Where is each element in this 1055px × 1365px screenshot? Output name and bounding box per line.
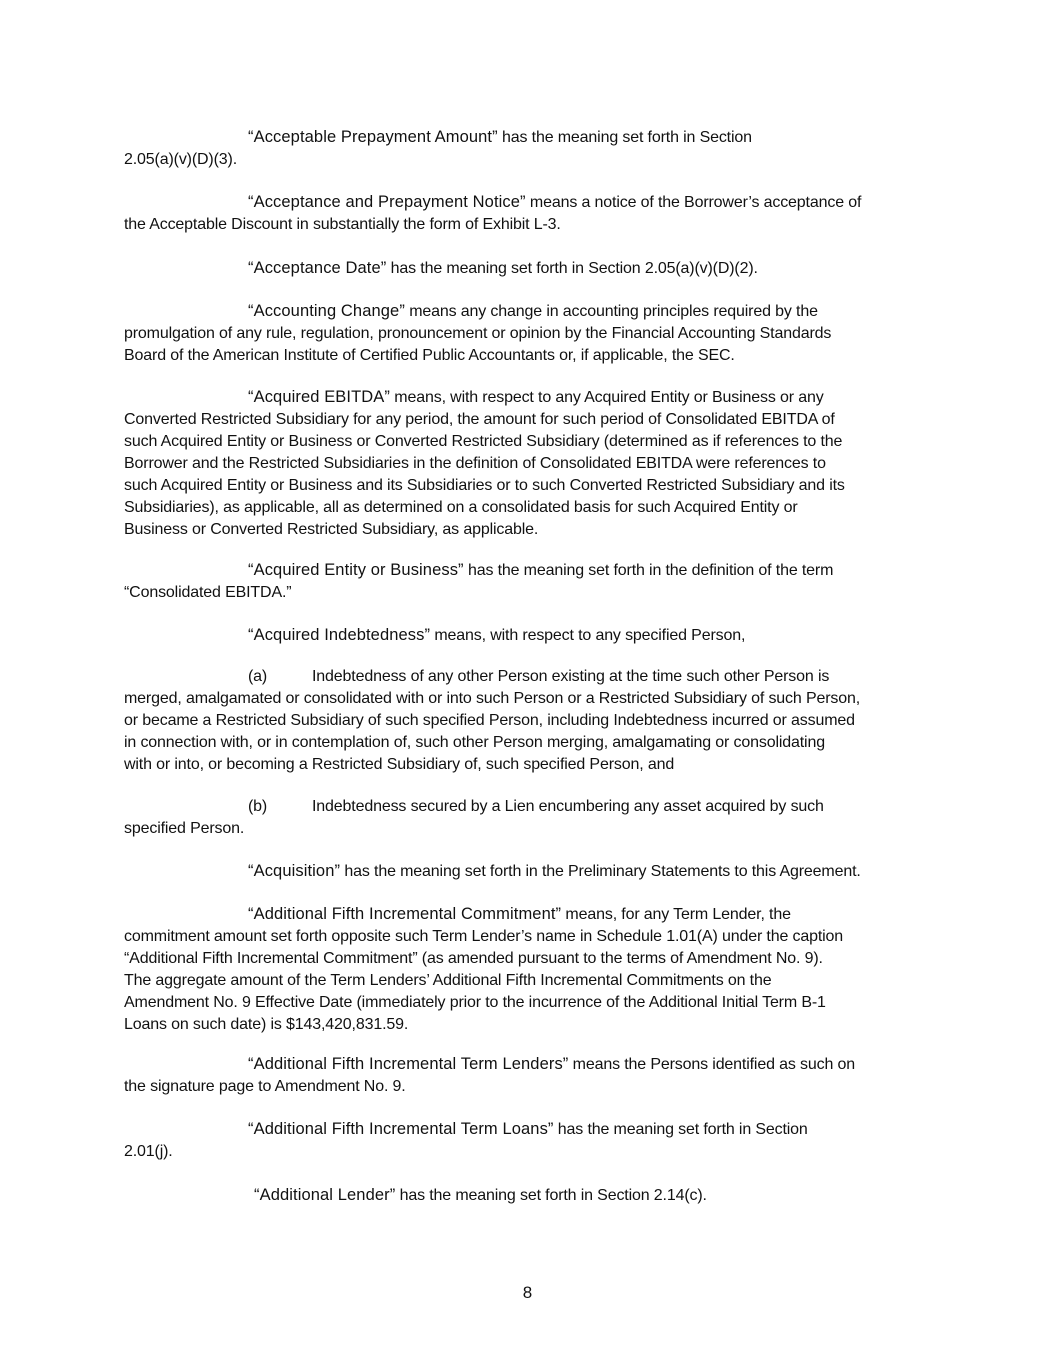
definition-acquired-indebtedness — [124, 624, 932, 647]
definition-text: such Acquired Entity or Business or Converted Restricted Subsidiary (determined as if references to the — [124, 433, 843, 450]
clause-text: with or into, or becoming a Restricted Subsidiary of, such specified Person, and — [124, 756, 675, 773]
definition-text: 2.01(j). — [124, 1143, 173, 1160]
clause-text: in connection with, or in contemplation of, such other Person merging, amalgamating or consolidating — [124, 734, 825, 751]
definition-text: such Acquired Entity or Business and its Subsidiaries or to such Converted Restricted Subsidiary and its — [124, 477, 845, 494]
clause-text: merged, amalgamated or consolidated with or into such Person or a Restricted Subsidiary of such Person, — [124, 690, 861, 707]
clause-a — [124, 666, 932, 776]
clause-text: Indebtedness secured by a Lien encumbering any asset acquired by such — [312, 798, 824, 815]
definition-text: has the meaning set forth in the definition of the term — [463, 562, 834, 579]
defined-term: “Acquired Entity or Business” — [248, 561, 464, 579]
definition-text: “Additional Fifth Incremental Commitment” (as amended pursuant to the terms of Amendment No. 9). — [124, 950, 823, 967]
definition-text: commitment amount set forth opposite such Term Lender’s name in Schedule 1.01(A) under the caption — [124, 928, 844, 945]
defined-term: “Acceptance and Prepayment Notice” — [248, 193, 526, 211]
definition-text: means the Persons identified as such on — [568, 1056, 856, 1073]
definition-acceptance-date — [124, 257, 932, 280]
defined-term: “Additional Fifth Incremental Term Lenders” — [248, 1055, 569, 1073]
definition-acquisition — [124, 860, 932, 883]
definition-text: The aggregate amount of the Term Lenders’ Additional Fifth Incremental Commitments on the — [124, 972, 772, 989]
definition-acquired-ebitda — [124, 386, 932, 541]
definition-text: Loans on such date) is $143,420,831.59. — [124, 1016, 409, 1033]
definition-acquired-entity-or-business — [124, 559, 932, 604]
definition-text: Subsidiaries), as applicable, all as determined on a consolidated basis for such Acquired Entity or — [124, 499, 798, 516]
definition-text: has the meaning set forth in Section 2.14(c). — [395, 1187, 707, 1204]
defined-term: “Additional Fifth Incremental Commitment” — [248, 905, 562, 923]
definition-additional-fifth-incremental-term-loans — [124, 1118, 932, 1163]
definition-text: means any change in accounting principles required by the — [404, 303, 818, 320]
definition-text: means, for any Term Lender, the — [561, 906, 791, 923]
definition-text: means, with respect to any specified Person, — [430, 627, 746, 644]
definition-text: Amendment No. 9 Effective Date (immediately prior to the incurrence of the Additional Initial Term B-1 — [124, 994, 826, 1011]
defined-term: “Accounting Change” — [248, 302, 405, 320]
defined-term: “Acquisition” — [248, 862, 341, 880]
definition-text: has the meaning set forth in Section 2.05(a)(v)(D)(2). — [386, 260, 758, 277]
definition-text: means, with respect to any Acquired Entity or Business or any — [390, 389, 824, 406]
definition-additional-fifth-incremental-term-lenders — [124, 1053, 932, 1098]
definition-text: Converted Restricted Subsidiary for any period, the amount for such period of Consolidated EBITDA of — [124, 411, 835, 428]
clause-label: (b) — [248, 798, 268, 815]
definition-text: has the meaning set forth in Section — [497, 129, 752, 146]
clause-label: (a) — [248, 668, 268, 685]
definition-text: Board of the American Institute of Certified Public Accountants or, if applicable, the SEC. — [124, 347, 735, 364]
definition-additional-fifth-incremental-commitment — [124, 903, 932, 1036]
page-number: 8 — [522, 1283, 533, 1302]
definition-text: Business or Converted Restricted Subsidiary, as applicable. — [124, 521, 539, 538]
defined-term: “Additional Fifth Incremental Term Loans” — [248, 1120, 554, 1138]
defined-term: “Acquired EBITDA” — [248, 388, 390, 406]
clause-text: Indebtedness of any other Person existing at the time such other Person is — [312, 668, 830, 685]
definition-text: the signature page to Amendment No. 9. — [124, 1078, 406, 1095]
definition-acceptable-prepayment-amount — [124, 126, 932, 171]
defined-term: “Acceptance Date” — [248, 259, 387, 277]
defined-term: “Additional Lender” — [254, 1186, 396, 1204]
definition-text: 2.05(a)(v)(D)(3). — [124, 151, 238, 168]
definition-text: “Consolidated EBITDA.” — [124, 584, 292, 601]
definition-additional-lender — [124, 1184, 932, 1207]
definition-text: has the meaning set forth in the Preliminary Statements to this Agreement. — [340, 863, 861, 880]
definition-accounting-change — [124, 300, 932, 367]
definition-text: means a notice of the Borrower’s acceptance of — [525, 194, 862, 211]
defined-term: “Acceptable Prepayment Amount” — [248, 128, 498, 146]
clause-text: or became a Restricted Subsidiary of such specified Person, including Indebtedness incurred or assumed — [124, 712, 855, 729]
definition-text: the Acceptable Discount in substantially the form of Exhibit L-3. — [124, 216, 561, 233]
clause-b — [124, 796, 932, 840]
clause-text: specified Person. — [124, 820, 245, 837]
definition-acceptance-and-prepayment-notice — [124, 191, 932, 236]
definition-text: Borrower and the Restricted Subsidiaries in the definition of Consolidated EBITDA were references to — [124, 455, 826, 472]
definition-text: has the meaning set forth in Section — [553, 1121, 808, 1138]
defined-term: “Acquired Indebtedness” — [248, 626, 431, 644]
definition-text: promulgation of any rule, regulation, pronouncement or opinion by the Financial Accounting Standards — [124, 325, 832, 342]
